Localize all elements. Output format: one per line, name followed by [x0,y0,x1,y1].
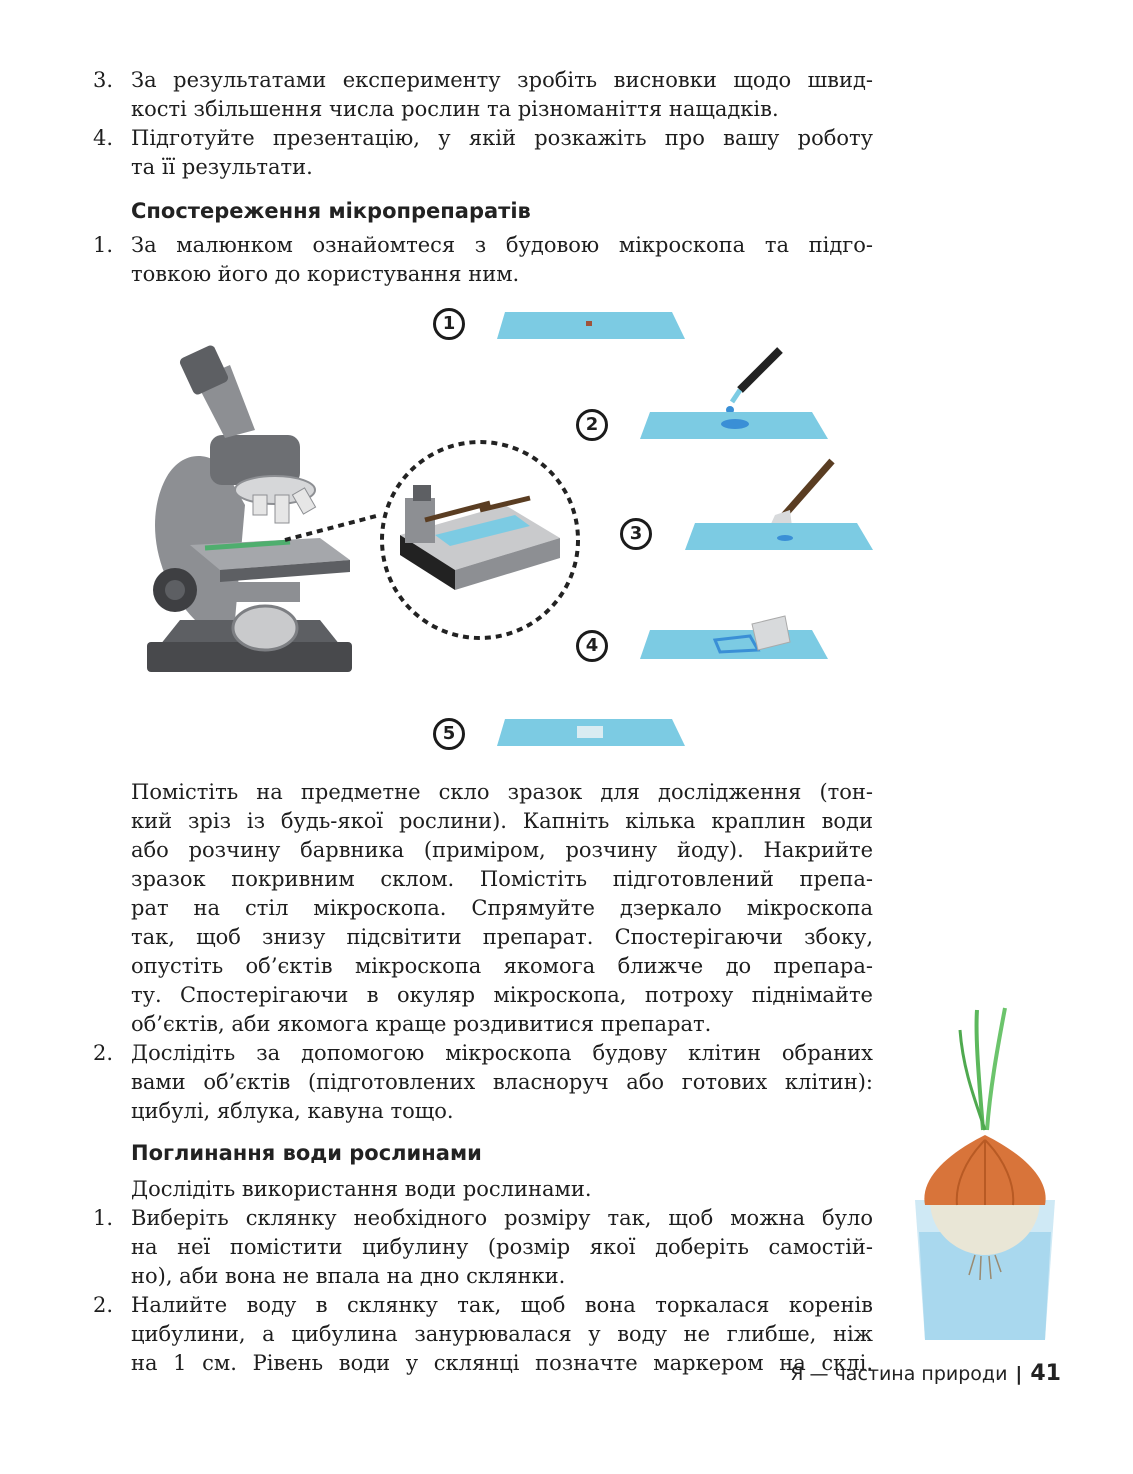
step-number-2: 2 [576,409,608,441]
slide-step-5 [497,715,687,750]
section-heading-water: Поглинання води рослинами [131,1141,482,1165]
page-number: 41 [1030,1361,1061,1386]
microscope-illustration [135,320,605,690]
section-heading-microscope: Спостереження мікропрепаратів [131,199,531,223]
footer-title: Я — частина природи [790,1363,1008,1385]
list-item-text: Підготуйте презентацію, у якій розкажіть про вашу роботу та її результати. [131,126,873,179]
sprout [960,1030,985,1130]
zoom-link [285,515,380,540]
slide-step-4 [640,612,830,662]
step-number-3: 3 [620,518,652,550]
water-drop [721,419,749,429]
onion-glass-illustration [905,1000,1065,1350]
prepared-specimen [577,726,603,738]
list-item-text: Налийте воду в склянку так, щоб вона торкалася коренів цибулини, а цибулина занурювалася у воду не глибше, ніж на 1 см. Рівень води у склянці позначте маркером на склі. [131,1293,873,1375]
objective [253,495,267,515]
list-number: 3. [93,68,114,92]
list-item-text: За малюнком ознайомтеся з будовою мікроскопа та підго- товкою його до користування ним. [131,233,873,286]
mirror [233,606,297,650]
step-number-5: 5 [433,718,465,750]
page-footer [790,1361,1061,1386]
microscope-instructions: Помістіть на предметне скло зразок для дослідження (тон- кий зріз із будь-якої рослини). Капніть кілька краплин води або розчину барвника (приміром, розчину йоду). Накрийте зразок покривним склом. Помістіть підготовлений препа- рат на стіл мікроскопа. Спрямуйте дзеркало мікроскопа так, щоб знизу підсвітити препарат. Спостерігаючи збоку, опустіть об’єктів мікроскопа якомога ближче до препара- ту. Спостерігаючи в окуляр мікроскопа, потроху піднімайте об’єктів, аби якомога краще роздивитися препарат. [131,780,873,1036]
dropper-icon [740,350,780,390]
list-number: 1. [93,1206,114,1230]
slide-step-2 [640,340,830,445]
slide-step-1 [497,308,687,343]
list-item-text: Виберіть склянку необхідного розміру так, щоб можна було на неї помістити цибулину (розмір якої доберіть самостій- но), аби вона не впала на дно склянки. [131,1206,873,1288]
list-number: 4. [93,126,114,150]
step-number-4: 4 [576,630,608,662]
list-item-text: За результатами експерименту зробіть висновки щодо швид- кості збільшення числа рослин та різноманіття нащадків. [131,68,873,121]
list-item-text: Дослідіть за допомогою мікроскопа будову клітин обраних вами об’єктів (підготовлених власноруч або готових клітин): цибулі, яблука, кавуна тощо. [131,1041,873,1123]
list-number: 2. [93,1041,114,1065]
objective [275,495,289,523]
list-number: 1. [93,233,114,257]
sprout [987,1008,1005,1130]
footer-separator: | [1015,1363,1023,1385]
water-intro: Дослідіть використання води рослинами. [131,1177,592,1201]
slide-step-3 [685,455,875,555]
step-number-1: 1 [433,308,465,340]
list-number: 2. [93,1293,114,1317]
sample [586,321,592,326]
